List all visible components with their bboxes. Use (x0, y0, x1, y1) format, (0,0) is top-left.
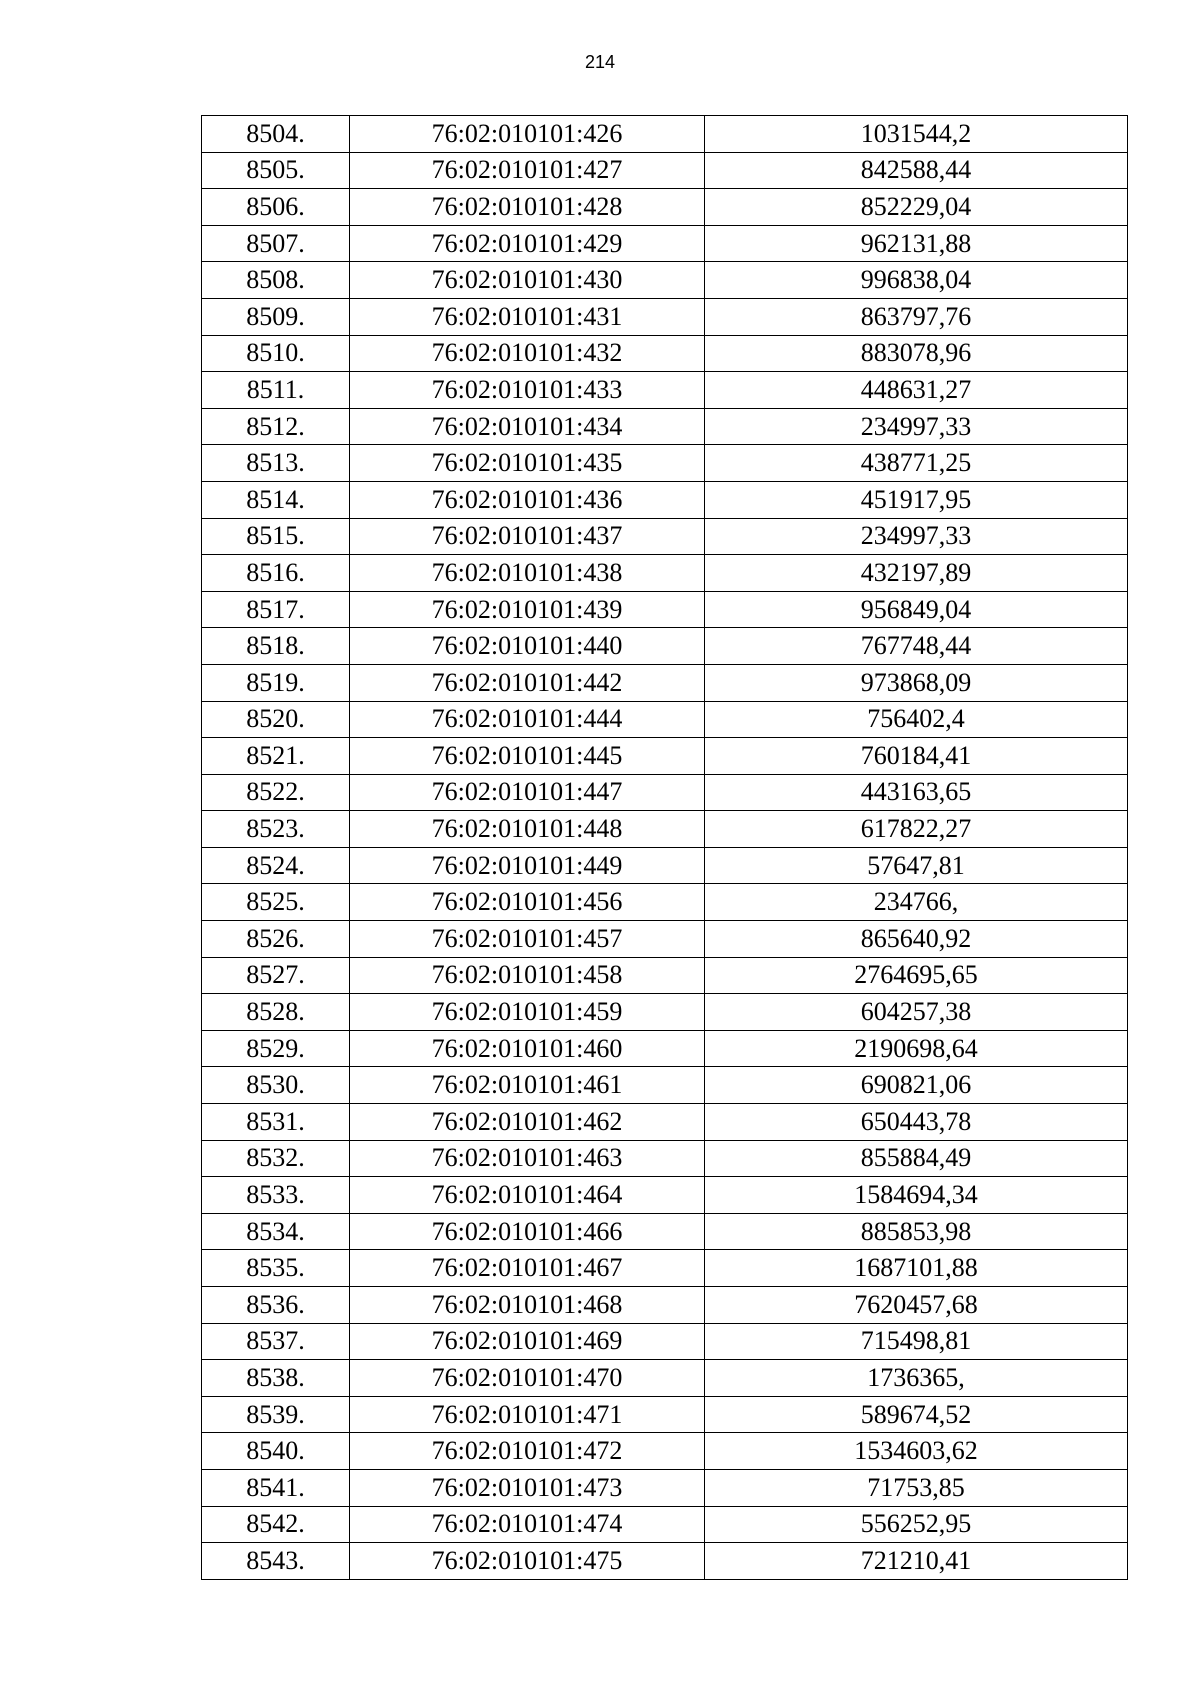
row-number-cell: 8505. (202, 152, 350, 189)
value-cell: 855884,49 (705, 1140, 1128, 1177)
row-number-cell: 8517. (202, 591, 350, 628)
table-row (202, 701, 1128, 738)
row-number-cell: 8521. (202, 738, 350, 775)
row-number-cell: 8511. (202, 372, 350, 409)
row-number-cell: 8525. (202, 884, 350, 921)
cadastral-number-cell: 76:02:010101:428 (350, 189, 705, 226)
row-number-cell: 8519. (202, 664, 350, 701)
cadastral-number-cell: 76:02:010101:447 (350, 774, 705, 811)
table-row (202, 994, 1128, 1031)
table-row (202, 1250, 1128, 1287)
cadastral-number-cell: 76:02:010101:434 (350, 408, 705, 445)
cadastral-number-cell: 76:02:010101:475 (350, 1543, 705, 1580)
value-cell: 556252,95 (705, 1506, 1128, 1543)
value-cell: 448631,27 (705, 372, 1128, 409)
table-row (202, 921, 1128, 958)
value-cell: 451917,95 (705, 481, 1128, 518)
row-number-cell: 8520. (202, 701, 350, 738)
value-cell: 852229,04 (705, 189, 1128, 226)
table-row (202, 1067, 1128, 1104)
row-number-cell: 8535. (202, 1250, 350, 1287)
cadastral-number-cell: 76:02:010101:461 (350, 1067, 705, 1104)
table-row (202, 591, 1128, 628)
row-number-cell: 8534. (202, 1213, 350, 1250)
row-number-cell: 8516. (202, 555, 350, 592)
row-number-cell: 8533. (202, 1177, 350, 1214)
value-cell: 690821,06 (705, 1067, 1128, 1104)
value-cell: 1534603,62 (705, 1433, 1128, 1470)
cadastral-number-cell: 76:02:010101:470 (350, 1360, 705, 1397)
value-cell: 589674,52 (705, 1396, 1128, 1433)
value-cell: 996838,04 (705, 262, 1128, 299)
table-row (202, 335, 1128, 372)
row-number-cell: 8531. (202, 1104, 350, 1141)
table-row (202, 1396, 1128, 1433)
value-cell: 1584694,34 (705, 1177, 1128, 1214)
cadastral-number-cell: 76:02:010101:429 (350, 225, 705, 262)
row-number-cell: 8542. (202, 1506, 350, 1543)
value-cell: 1031544,2 (705, 116, 1128, 153)
row-number-cell: 8522. (202, 774, 350, 811)
cadastral-number-cell: 76:02:010101:444 (350, 701, 705, 738)
table-row (202, 628, 1128, 665)
table-row (202, 847, 1128, 884)
cadastral-number-cell: 76:02:010101:469 (350, 1323, 705, 1360)
row-number-cell: 8527. (202, 957, 350, 994)
cadastral-number-cell: 76:02:010101:436 (350, 481, 705, 518)
table-row (202, 957, 1128, 994)
cadastral-number-cell: 76:02:010101:442 (350, 664, 705, 701)
value-cell: 2764695,65 (705, 957, 1128, 994)
row-number-cell: 8528. (202, 994, 350, 1031)
row-number-cell: 8541. (202, 1469, 350, 1506)
value-cell: 57647,81 (705, 847, 1128, 884)
value-cell: 756402,4 (705, 701, 1128, 738)
cadastral-number-cell: 76:02:010101:468 (350, 1287, 705, 1324)
value-cell: 2190698,64 (705, 1030, 1128, 1067)
table-row (202, 1323, 1128, 1360)
table-row (202, 518, 1128, 555)
cadastral-number-cell: 76:02:010101:435 (350, 445, 705, 482)
table-row (202, 1433, 1128, 1470)
row-number-cell: 8509. (202, 298, 350, 335)
table-row (202, 262, 1128, 299)
value-cell: 71753,85 (705, 1469, 1128, 1506)
table-row (202, 884, 1128, 921)
cadastral-number-cell: 76:02:010101:432 (350, 335, 705, 372)
cadastral-number-cell: 76:02:010101:459 (350, 994, 705, 1031)
value-cell: 715498,81 (705, 1323, 1128, 1360)
row-number-cell: 8507. (202, 225, 350, 262)
cadastral-number-cell: 76:02:010101:474 (350, 1506, 705, 1543)
row-number-cell: 8543. (202, 1543, 350, 1580)
row-number-cell: 8530. (202, 1067, 350, 1104)
page-number: 214 (584, 52, 616, 72)
row-number-cell: 8523. (202, 811, 350, 848)
table-row (202, 298, 1128, 335)
cadastral-number-cell: 76:02:010101:471 (350, 1396, 705, 1433)
row-number-cell: 8512. (202, 408, 350, 445)
row-number-cell: 8539. (202, 1396, 350, 1433)
row-number-cell: 8518. (202, 628, 350, 665)
value-cell: 234766, (705, 884, 1128, 921)
cadastral-number-cell: 76:02:010101:437 (350, 518, 705, 555)
cadastral-value-table (201, 115, 1128, 1580)
table-row (202, 408, 1128, 445)
value-cell: 767748,44 (705, 628, 1128, 665)
table-row (202, 774, 1128, 811)
value-cell: 1736365, (705, 1360, 1128, 1397)
value-cell: 865640,92 (705, 921, 1128, 958)
cadastral-number-cell: 76:02:010101:457 (350, 921, 705, 958)
row-number-cell: 8529. (202, 1030, 350, 1067)
value-cell: 443163,65 (705, 774, 1128, 811)
cadastral-number-cell: 76:02:010101:439 (350, 591, 705, 628)
row-number-cell: 8537. (202, 1323, 350, 1360)
table-row (202, 1213, 1128, 1250)
table-row (202, 1140, 1128, 1177)
table-row (202, 116, 1128, 153)
cadastral-number-cell: 76:02:010101:473 (350, 1469, 705, 1506)
cadastral-number-cell: 76:02:010101:430 (350, 262, 705, 299)
cadastral-number-cell: 76:02:010101:440 (350, 628, 705, 665)
value-cell: 7620457,68 (705, 1287, 1128, 1324)
value-cell: 973868,09 (705, 664, 1128, 701)
table-row (202, 481, 1128, 518)
value-cell: 863797,76 (705, 298, 1128, 335)
value-cell: 842588,44 (705, 152, 1128, 189)
value-cell: 760184,41 (705, 738, 1128, 775)
table-row (202, 738, 1128, 775)
row-number-cell: 8536. (202, 1287, 350, 1324)
cadastral-number-cell: 76:02:010101:427 (350, 152, 705, 189)
cadastral-number-cell: 76:02:010101:445 (350, 738, 705, 775)
table-row (202, 1030, 1128, 1067)
value-cell: 438771,25 (705, 445, 1128, 482)
value-cell: 234997,33 (705, 518, 1128, 555)
cadastral-number-cell: 76:02:010101:458 (350, 957, 705, 994)
cadastral-number-cell: 76:02:010101:464 (350, 1177, 705, 1214)
table-row (202, 1506, 1128, 1543)
row-number-cell: 8540. (202, 1433, 350, 1470)
table-row (202, 1104, 1128, 1141)
value-cell: 650443,78 (705, 1104, 1128, 1141)
value-cell: 234997,33 (705, 408, 1128, 445)
value-cell: 885853,98 (705, 1213, 1128, 1250)
cadastral-number-cell: 76:02:010101:463 (350, 1140, 705, 1177)
table-row (202, 189, 1128, 226)
cadastral-number-cell: 76:02:010101:431 (350, 298, 705, 335)
table-row (202, 1177, 1128, 1214)
row-number-cell: 8532. (202, 1140, 350, 1177)
table-row (202, 445, 1128, 482)
cadastral-number-cell: 76:02:010101:438 (350, 555, 705, 592)
row-number-cell: 8506. (202, 189, 350, 226)
value-cell: 604257,38 (705, 994, 1128, 1031)
table-row (202, 1543, 1128, 1580)
cadastral-number-cell: 76:02:010101:449 (350, 847, 705, 884)
table-row (202, 225, 1128, 262)
row-number-cell: 8514. (202, 481, 350, 518)
table-row (202, 372, 1128, 409)
value-cell: 432197,89 (705, 555, 1128, 592)
table-row (202, 1360, 1128, 1397)
cadastral-number-cell: 76:02:010101:460 (350, 1030, 705, 1067)
cadastral-number-cell: 76:02:010101:462 (350, 1104, 705, 1141)
value-cell: 617822,27 (705, 811, 1128, 848)
cadastral-number-cell: 76:02:010101:467 (350, 1250, 705, 1287)
row-number-cell: 8526. (202, 921, 350, 958)
cadastral-number-cell: 76:02:010101:472 (350, 1433, 705, 1470)
table-row (202, 152, 1128, 189)
cadastral-number-cell: 76:02:010101:466 (350, 1213, 705, 1250)
table-row (202, 555, 1128, 592)
table-row (202, 1287, 1128, 1324)
table-row (202, 664, 1128, 701)
row-number-cell: 8515. (202, 518, 350, 555)
table-row (202, 811, 1128, 848)
table-body (202, 116, 1128, 1580)
value-cell: 956849,04 (705, 591, 1128, 628)
cadastral-number-cell: 76:02:010101:456 (350, 884, 705, 921)
value-cell: 962131,88 (705, 225, 1128, 262)
row-number-cell: 8508. (202, 262, 350, 299)
value-cell: 883078,96 (705, 335, 1128, 372)
row-number-cell: 8504. (202, 116, 350, 153)
value-cell: 1687101,88 (705, 1250, 1128, 1287)
cadastral-number-cell: 76:02:010101:448 (350, 811, 705, 848)
row-number-cell: 8510. (202, 335, 350, 372)
table-row (202, 1469, 1128, 1506)
cadastral-number-cell: 76:02:010101:433 (350, 372, 705, 409)
row-number-cell: 8524. (202, 847, 350, 884)
row-number-cell: 8513. (202, 445, 350, 482)
row-number-cell: 8538. (202, 1360, 350, 1397)
cadastral-number-cell: 76:02:010101:426 (350, 116, 705, 153)
value-cell: 721210,41 (705, 1543, 1128, 1580)
